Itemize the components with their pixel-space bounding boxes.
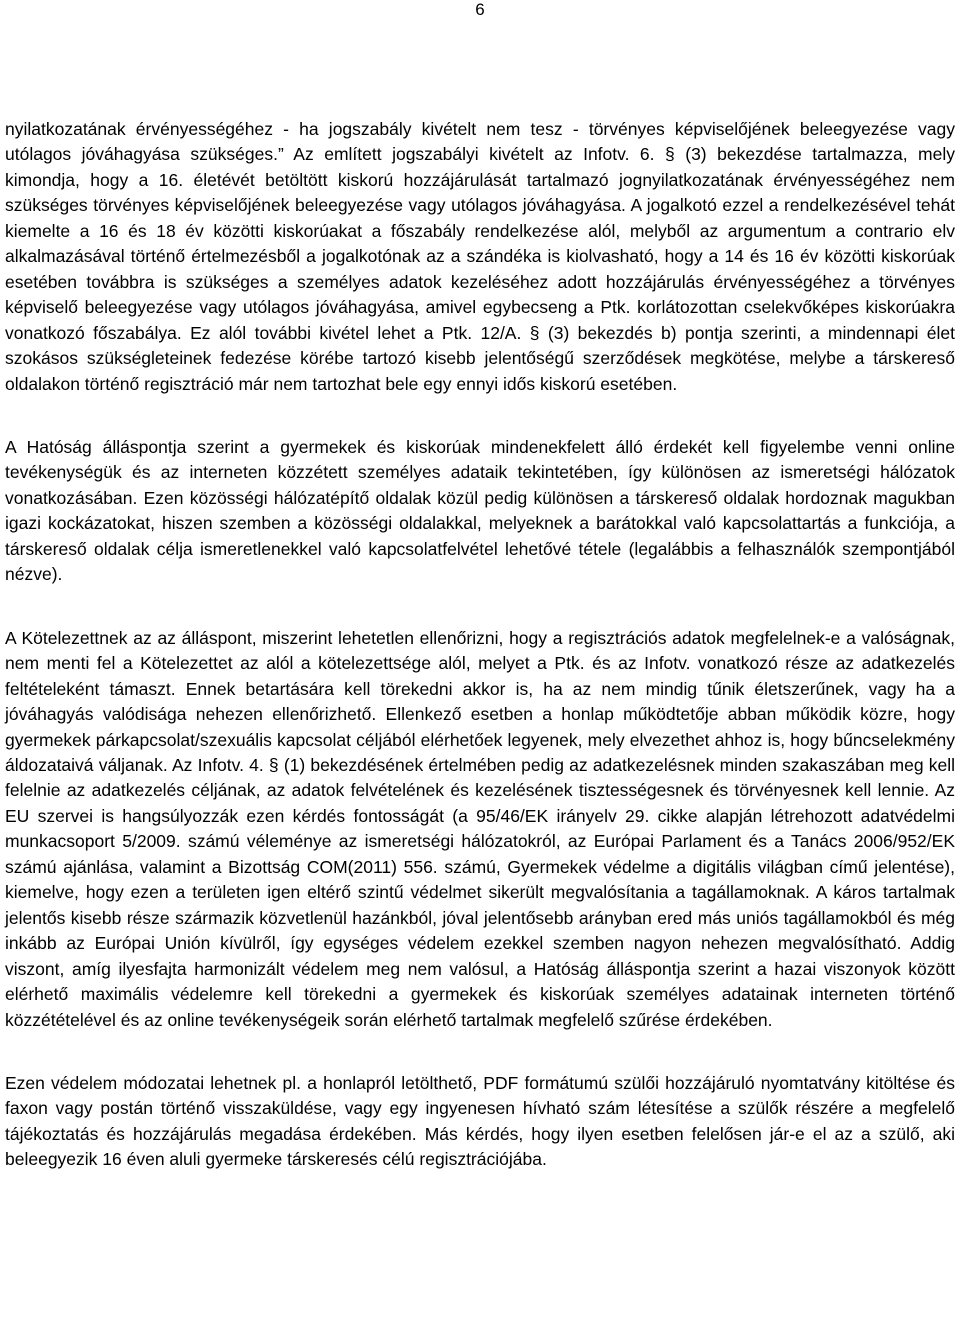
paragraph-obligations: A Kötelezettnek az az álláspont, miszerint lehetetlen ellenőrizni, hogy a regisztrációs adatok megfelelnek-e a valóságnak, nem menti fel a Kötelezettet az alól a kötelezettsége alól, melyet a Ptk. és az Infotv. vonatkozó része az adatkezelés feltételeként támaszt. Ennek betartására kell törekedni akkor is, ha az nem mindig tűnik életszerűnek, vagy ha a jóváhagyás valódisága nehezen ellenőrizhető. Ellenkező esetben a honlap működtetője abban működik közre, hogy gyermekek párkapcsolat/szexuális kapcsolat céljából elérhetőek legyenek, mely elvezethet ahhoz is, hogy bűncselekmény áldozataivá váljanak. Az Infotv. 4. § (1) bekezdésének értelmében pedig az adatkezelésnek minden szakaszában meg kell felelnie az adatkezelés céljának, az adatok felvételének és kezelésének tisztességesnek és törvényesnek kell lennie. Az EU szervei is hangsúlyozzák ezen kérdés fontosságát (a 95/46/EK irányelv 29. cikke alapján létrehozott adatvédelmi munkacsoport 5/2009. számú véleménye az ismeretségi hálózatokról, az Európai Parlament és a Tanács 2006/952/EK számú ajánlása, valamint a Bizottság COM(2011) 556. számú, Gyermekek védelme a digitális világban című jelentése), kiemelve, hogy ezen a területen igen eltérő szintű védelmet sikerült megvalósítania a tagállamoknak. A káros tartalmak jelentős kisebb része származik közvetlenül hazánkból, jóval jelentősebb arányban ered más uniós tagállamokból és még inkább az Európai Unión kívülről, így egységes védelem ezekkel szemben nagyon nehezen megvalósítható. Addig viszont, amíg ilyesfajta harmonizált védelem meg nem valósul, a Hatóság álláspontja szerint a hazai viszonyok között elérhető maximális védelemre kell törekedni a gyermekek és kiskorúak személyes adatainak interneten történő közzétételével és az online tevékenységeik során elérhető tartalmak megfelelő szűrése érdekében. [5,627,955,1030]
page-number: 6 [475,0,485,19]
document-body [5,117,955,1173]
paragraph-authority-position: A Hatóság álláspontja szerint a gyermekek és kiskorúak mindenekfelett álló érdekét kell figyelembe venni online tevékenységük és az interneten közzétett személyes adataik tekintetében, így különösen az ismeretségi hálózatok vonatkozásában. Ezen közösségi hálózatépítő oldalak közül pedig különösen a társkereső oldalak hordoznak magukban igazi kockázatokat, hiszen szemben a közösségi oldalakkal, melyeknek a barátokkal való kapcsolattartás a funkciója, a társkereső oldalak célja ismeretlenekkel való kapcsolatfelvétel lehetővé tétele (legalábbis a felhasználók szempontjából nézve). [5,436,955,585]
paragraph-protection-methods: Ezen védelem módozatai lehetnek pl. a honlapról letölthető, PDF formátumú szülői hozzájáruló nyomtatvány kitöltése és faxon vagy postán történő visszaküldése, vagy egy ingyenesen hívható szám létesítése a szülők részére a megfelelő tájékoztatás és hozzájárulás megadása érdekében. Más kérdés, hogy ilyen esetben felelősen jár-e el az a szülő, aki beleegyezik 16 éven aluli gyermeke társkeresés célú regisztrációjába. [5,1072,955,1170]
paragraph-consent-rules: nyilatkozatának érvényességéhez - ha jogszabály kivételt nem tesz - törvényes képviselőjének beleegyezése vagy utólagos jóváhagyása szükséges.” Az említett jogszabályi kivételt az Infotv. 6. § (3) bekezdése tartalmazza, mely kimondja, hogy a 16. életévét betöltött kiskorú hozzájárulását tartalmazó jognyilatkozatának érvényességéhez nem szükséges törvényes képviselőjének beleegyezése vagy utólagos jóváhagyása. A jogalkotó ezzel a rendelkezésével tehát kiemelte a 16 és 18 év közötti kiskorúakat a főszabály rendelkezése alól, melyből az argumentum a contrario elv alkalmazásával történő értelmezésből a jogalkotónak az a szándéka is kiolvasható, hogy a 14 és 16 év közötti kiskorúak esetében továbbra is szükséges a személyes adatok kezeléséhez adott hozzájárulás érvényességéhez a törvényes képviselő beleegyezése vagy utólagos jóváhagyása, amivel egybecseng a Ptk. korlátozottan cselekvőképes kiskorúakra vonatkozó főszabálya. Ez alól további kivétel lehet a Ptk. 12/A. § (3) bekezdés b) pontja szerinti, a mindennapi élet szokásos szükségleteinek fedezése körébe tartozó kisebb jelentőségű szerződések megkötése, melybe a társkereső oldalakon történő regisztráció már nem tartozhat bele egy ennyi idős kiskorú esetében. [5,119,955,394]
